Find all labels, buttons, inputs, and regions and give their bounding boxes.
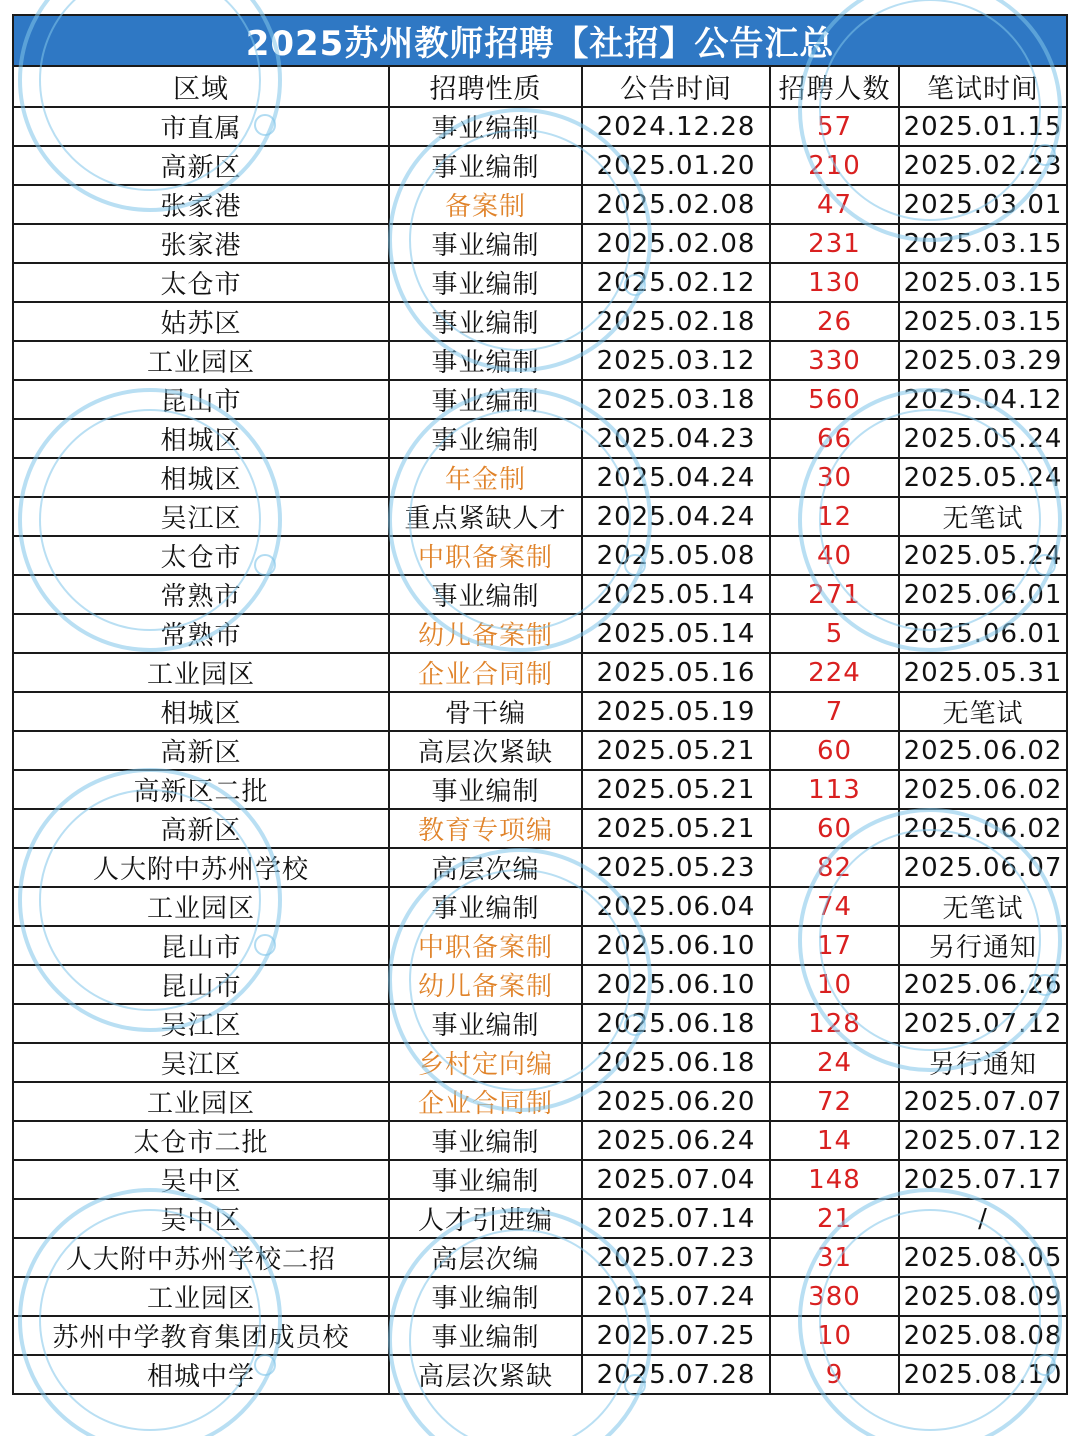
cell-count: 5 — [770, 614, 899, 653]
cell-exam-date: 2025.08.09 — [899, 1277, 1067, 1316]
cell-region: 苏州中学教育集团成员校 — [13, 1316, 389, 1355]
cell-exam-date: / — [899, 1199, 1067, 1238]
table-row — [13, 341, 1067, 380]
cell-count: 271 — [770, 575, 899, 614]
cell-exam-date: 2025.07.17 — [899, 1160, 1067, 1199]
cell-type: 事业编制 — [389, 107, 582, 146]
table-row — [13, 653, 1067, 692]
cell-type: 企业合同制 — [389, 653, 582, 692]
cell-type: 高层次编 — [389, 848, 582, 887]
cell-type: 事业编制 — [389, 419, 582, 458]
table-row — [13, 809, 1067, 848]
cell-type: 人才引进编 — [389, 1199, 582, 1238]
cell-exam-date: 2025.01.15 — [899, 107, 1067, 146]
table-row — [13, 965, 1067, 1004]
cell-announce-date: 2025.07.14 — [582, 1199, 770, 1238]
cell-region: 姑苏区 — [13, 302, 389, 341]
table-row — [13, 887, 1067, 926]
cell-count: 560 — [770, 380, 899, 419]
cell-count: 231 — [770, 224, 899, 263]
cell-region: 昆山市 — [13, 926, 389, 965]
table-row — [13, 185, 1067, 224]
cell-exam-date: 2025.08.05 — [899, 1238, 1067, 1277]
cell-region: 太仓市二批 — [13, 1121, 389, 1160]
cell-type: 中职备案制 — [389, 536, 582, 575]
cell-region: 工业园区 — [13, 1277, 389, 1316]
cell-type: 乡村定向编 — [389, 1043, 582, 1082]
table-row — [13, 614, 1067, 653]
table-row — [13, 1121, 1067, 1160]
cell-type: 事业编制 — [389, 146, 582, 185]
cell-type: 事业编制 — [389, 1121, 582, 1160]
column-header-announce-date: 公告时间 — [582, 66, 770, 107]
cell-count: 66 — [770, 419, 899, 458]
cell-count: 210 — [770, 146, 899, 185]
cell-announce-date: 2025.03.18 — [582, 380, 770, 419]
table-row — [13, 575, 1067, 614]
cell-region: 高新区 — [13, 809, 389, 848]
cell-region: 工业园区 — [13, 341, 389, 380]
cell-announce-date: 2025.05.21 — [582, 770, 770, 809]
table-row — [13, 1277, 1067, 1316]
table-row — [13, 224, 1067, 263]
cell-exam-date: 2025.03.15 — [899, 302, 1067, 341]
cell-region: 高新区 — [13, 731, 389, 770]
cell-announce-date: 2025.05.14 — [582, 575, 770, 614]
cell-exam-date: 2025.06.02 — [899, 731, 1067, 770]
cell-region: 高新区二批 — [13, 770, 389, 809]
cell-exam-date: 2025.07.12 — [899, 1004, 1067, 1043]
cell-type: 骨干编 — [389, 692, 582, 731]
cell-count: 47 — [770, 185, 899, 224]
cell-type: 高层次紧缺 — [389, 731, 582, 770]
table-row — [13, 848, 1067, 887]
cell-type: 事业编制 — [389, 887, 582, 926]
title-row — [13, 15, 1067, 66]
recruitment-table — [12, 14, 1068, 1395]
cell-region: 太仓市 — [13, 263, 389, 302]
cell-count: 72 — [770, 1082, 899, 1121]
cell-count: 12 — [770, 497, 899, 536]
cell-region: 工业园区 — [13, 653, 389, 692]
column-header-type: 招聘性质 — [389, 66, 582, 107]
cell-count: 82 — [770, 848, 899, 887]
cell-type: 事业编制 — [389, 1316, 582, 1355]
cell-announce-date: 2025.06.18 — [582, 1004, 770, 1043]
cell-announce-date: 2025.04.23 — [582, 419, 770, 458]
table-row — [13, 107, 1067, 146]
cell-announce-date: 2025.05.21 — [582, 731, 770, 770]
cell-type: 重点紧缺人才 — [389, 497, 582, 536]
cell-announce-date: 2025.06.10 — [582, 926, 770, 965]
cell-exam-date: 2025.05.24 — [899, 419, 1067, 458]
cell-type: 高层次紧缺 — [389, 1355, 582, 1394]
cell-type: 事业编制 — [389, 1277, 582, 1316]
cell-exam-date: 无笔试 — [899, 887, 1067, 926]
column-header-count: 招聘人数 — [770, 66, 899, 107]
cell-count: 148 — [770, 1160, 899, 1199]
cell-region: 相城中学 — [13, 1355, 389, 1394]
cell-region: 人大附中苏州学校 — [13, 848, 389, 887]
cell-announce-date: 2025.05.21 — [582, 809, 770, 848]
cell-announce-date: 2025.07.28 — [582, 1355, 770, 1394]
cell-exam-date: 2025.02.23 — [899, 146, 1067, 185]
cell-type: 幼儿备案制 — [389, 614, 582, 653]
cell-type: 备案制 — [389, 185, 582, 224]
cell-type: 事业编制 — [389, 302, 582, 341]
cell-exam-date: 2025.06.07 — [899, 848, 1067, 887]
cell-region: 吴中区 — [13, 1199, 389, 1238]
table-row — [13, 1082, 1067, 1121]
cell-type: 教育专项编 — [389, 809, 582, 848]
table-row — [13, 1355, 1067, 1394]
cell-exam-date: 2025.05.31 — [899, 653, 1067, 692]
cell-region: 常熟市 — [13, 575, 389, 614]
cell-announce-date: 2025.05.08 — [582, 536, 770, 575]
cell-announce-date: 2025.07.23 — [582, 1238, 770, 1277]
cell-announce-date: 2025.02.08 — [582, 224, 770, 263]
cell-region: 相城区 — [13, 419, 389, 458]
cell-count: 380 — [770, 1277, 899, 1316]
cell-count: 7 — [770, 692, 899, 731]
header-row — [13, 66, 1067, 107]
cell-type: 事业编制 — [389, 341, 582, 380]
cell-exam-date: 2025.06.26 — [899, 965, 1067, 1004]
cell-region: 吴江区 — [13, 1004, 389, 1043]
cell-announce-date: 2025.06.20 — [582, 1082, 770, 1121]
cell-count: 17 — [770, 926, 899, 965]
cell-count: 40 — [770, 536, 899, 575]
cell-count: 224 — [770, 653, 899, 692]
cell-region: 吴江区 — [13, 497, 389, 536]
cell-region: 张家港 — [13, 185, 389, 224]
cell-exam-date: 2025.03.01 — [899, 185, 1067, 224]
cell-exam-date: 2025.04.12 — [899, 380, 1067, 419]
cell-announce-date: 2025.04.24 — [582, 458, 770, 497]
cell-count: 10 — [770, 965, 899, 1004]
cell-type: 事业编制 — [389, 1004, 582, 1043]
cell-region: 昆山市 — [13, 965, 389, 1004]
column-header-exam-date: 笔试时间 — [899, 66, 1067, 107]
cell-announce-date: 2025.02.12 — [582, 263, 770, 302]
cell-announce-date: 2025.07.24 — [582, 1277, 770, 1316]
cell-count: 130 — [770, 263, 899, 302]
cell-exam-date: 2025.03.15 — [899, 224, 1067, 263]
cell-type: 幼儿备案制 — [389, 965, 582, 1004]
cell-count: 60 — [770, 809, 899, 848]
cell-exam-date: 2025.06.01 — [899, 575, 1067, 614]
cell-count: 113 — [770, 770, 899, 809]
table-row — [13, 302, 1067, 341]
cell-count: 30 — [770, 458, 899, 497]
table-row — [13, 263, 1067, 302]
table-row — [13, 1043, 1067, 1082]
cell-type: 企业合同制 — [389, 1082, 582, 1121]
table-row — [13, 731, 1067, 770]
cell-type: 事业编制 — [389, 224, 582, 263]
cell-region: 吴中区 — [13, 1160, 389, 1199]
table-row — [13, 1199, 1067, 1238]
cell-type: 事业编制 — [389, 263, 582, 302]
cell-exam-date: 2025.03.15 — [899, 263, 1067, 302]
cell-count: 57 — [770, 107, 899, 146]
cell-announce-date: 2025.06.18 — [582, 1043, 770, 1082]
cell-type: 事业编制 — [389, 770, 582, 809]
table-row — [13, 926, 1067, 965]
cell-exam-date: 无笔试 — [899, 497, 1067, 536]
cell-region: 相城区 — [13, 458, 389, 497]
cell-count: 9 — [770, 1355, 899, 1394]
table-row — [13, 497, 1067, 536]
cell-announce-date: 2024.12.28 — [582, 107, 770, 146]
cell-count: 26 — [770, 302, 899, 341]
cell-announce-date: 2025.05.14 — [582, 614, 770, 653]
cell-type: 年金制 — [389, 458, 582, 497]
cell-exam-date: 另行通知 — [899, 1043, 1067, 1082]
cell-announce-date: 2025.05.19 — [582, 692, 770, 731]
table-body — [13, 107, 1067, 1394]
cell-type: 中职备案制 — [389, 926, 582, 965]
cell-count: 31 — [770, 1238, 899, 1277]
cell-region: 高新区 — [13, 146, 389, 185]
cell-exam-date: 2025.06.02 — [899, 770, 1067, 809]
cell-count: 128 — [770, 1004, 899, 1043]
cell-exam-date: 2025.05.24 — [899, 536, 1067, 575]
cell-region: 太仓市 — [13, 536, 389, 575]
cell-type: 事业编制 — [389, 1160, 582, 1199]
cell-exam-date: 2025.07.12 — [899, 1121, 1067, 1160]
table-row — [13, 1316, 1067, 1355]
cell-announce-date: 2025.01.20 — [582, 146, 770, 185]
cell-region: 昆山市 — [13, 380, 389, 419]
cell-region: 张家港 — [13, 224, 389, 263]
cell-announce-date: 2025.05.16 — [582, 653, 770, 692]
cell-count: 24 — [770, 1043, 899, 1082]
column-header-region: 区域 — [13, 66, 389, 107]
cell-announce-date: 2025.06.04 — [582, 887, 770, 926]
cell-type: 事业编制 — [389, 575, 582, 614]
cell-exam-date: 2025.03.29 — [899, 341, 1067, 380]
cell-region: 人大附中苏州学校二招 — [13, 1238, 389, 1277]
cell-count: 330 — [770, 341, 899, 380]
cell-region: 相城区 — [13, 692, 389, 731]
cell-exam-date: 2025.06.01 — [899, 614, 1067, 653]
cell-region: 工业园区 — [13, 887, 389, 926]
cell-count: 14 — [770, 1121, 899, 1160]
table-row — [13, 1160, 1067, 1199]
table-row — [13, 1238, 1067, 1277]
cell-region: 常熟市 — [13, 614, 389, 653]
cell-type: 事业编制 — [389, 380, 582, 419]
cell-region: 工业园区 — [13, 1082, 389, 1121]
table-row — [13, 380, 1067, 419]
cell-announce-date: 2025.02.08 — [582, 185, 770, 224]
cell-announce-date: 2025.04.24 — [582, 497, 770, 536]
table-row — [13, 419, 1067, 458]
cell-announce-date: 2025.07.04 — [582, 1160, 770, 1199]
cell-type: 高层次编 — [389, 1238, 582, 1277]
cell-region: 市直属 — [13, 107, 389, 146]
cell-exam-date: 2025.06.02 — [899, 809, 1067, 848]
table-row — [13, 1004, 1067, 1043]
table-row — [13, 770, 1067, 809]
cell-count: 74 — [770, 887, 899, 926]
cell-announce-date: 2025.02.18 — [582, 302, 770, 341]
table-row — [13, 536, 1067, 575]
cell-exam-date: 2025.08.10 — [899, 1355, 1067, 1394]
page-title: 2025苏州教师招聘【社招】公告汇总 — [13, 15, 1067, 66]
cell-announce-date: 2025.07.25 — [582, 1316, 770, 1355]
cell-count: 60 — [770, 731, 899, 770]
cell-announce-date: 2025.05.23 — [582, 848, 770, 887]
cell-exam-date: 2025.08.08 — [899, 1316, 1067, 1355]
cell-exam-date: 2025.07.07 — [899, 1082, 1067, 1121]
cell-exam-date: 另行通知 — [899, 926, 1067, 965]
table-row — [13, 692, 1067, 731]
cell-announce-date: 2025.06.24 — [582, 1121, 770, 1160]
cell-announce-date: 2025.06.10 — [582, 965, 770, 1004]
cell-count: 21 — [770, 1199, 899, 1238]
cell-exam-date: 2025.05.24 — [899, 458, 1067, 497]
cell-count: 10 — [770, 1316, 899, 1355]
cell-exam-date: 无笔试 — [899, 692, 1067, 731]
table-row — [13, 458, 1067, 497]
cell-announce-date: 2025.03.12 — [582, 341, 770, 380]
cell-region: 吴江区 — [13, 1043, 389, 1082]
table-row — [13, 146, 1067, 185]
